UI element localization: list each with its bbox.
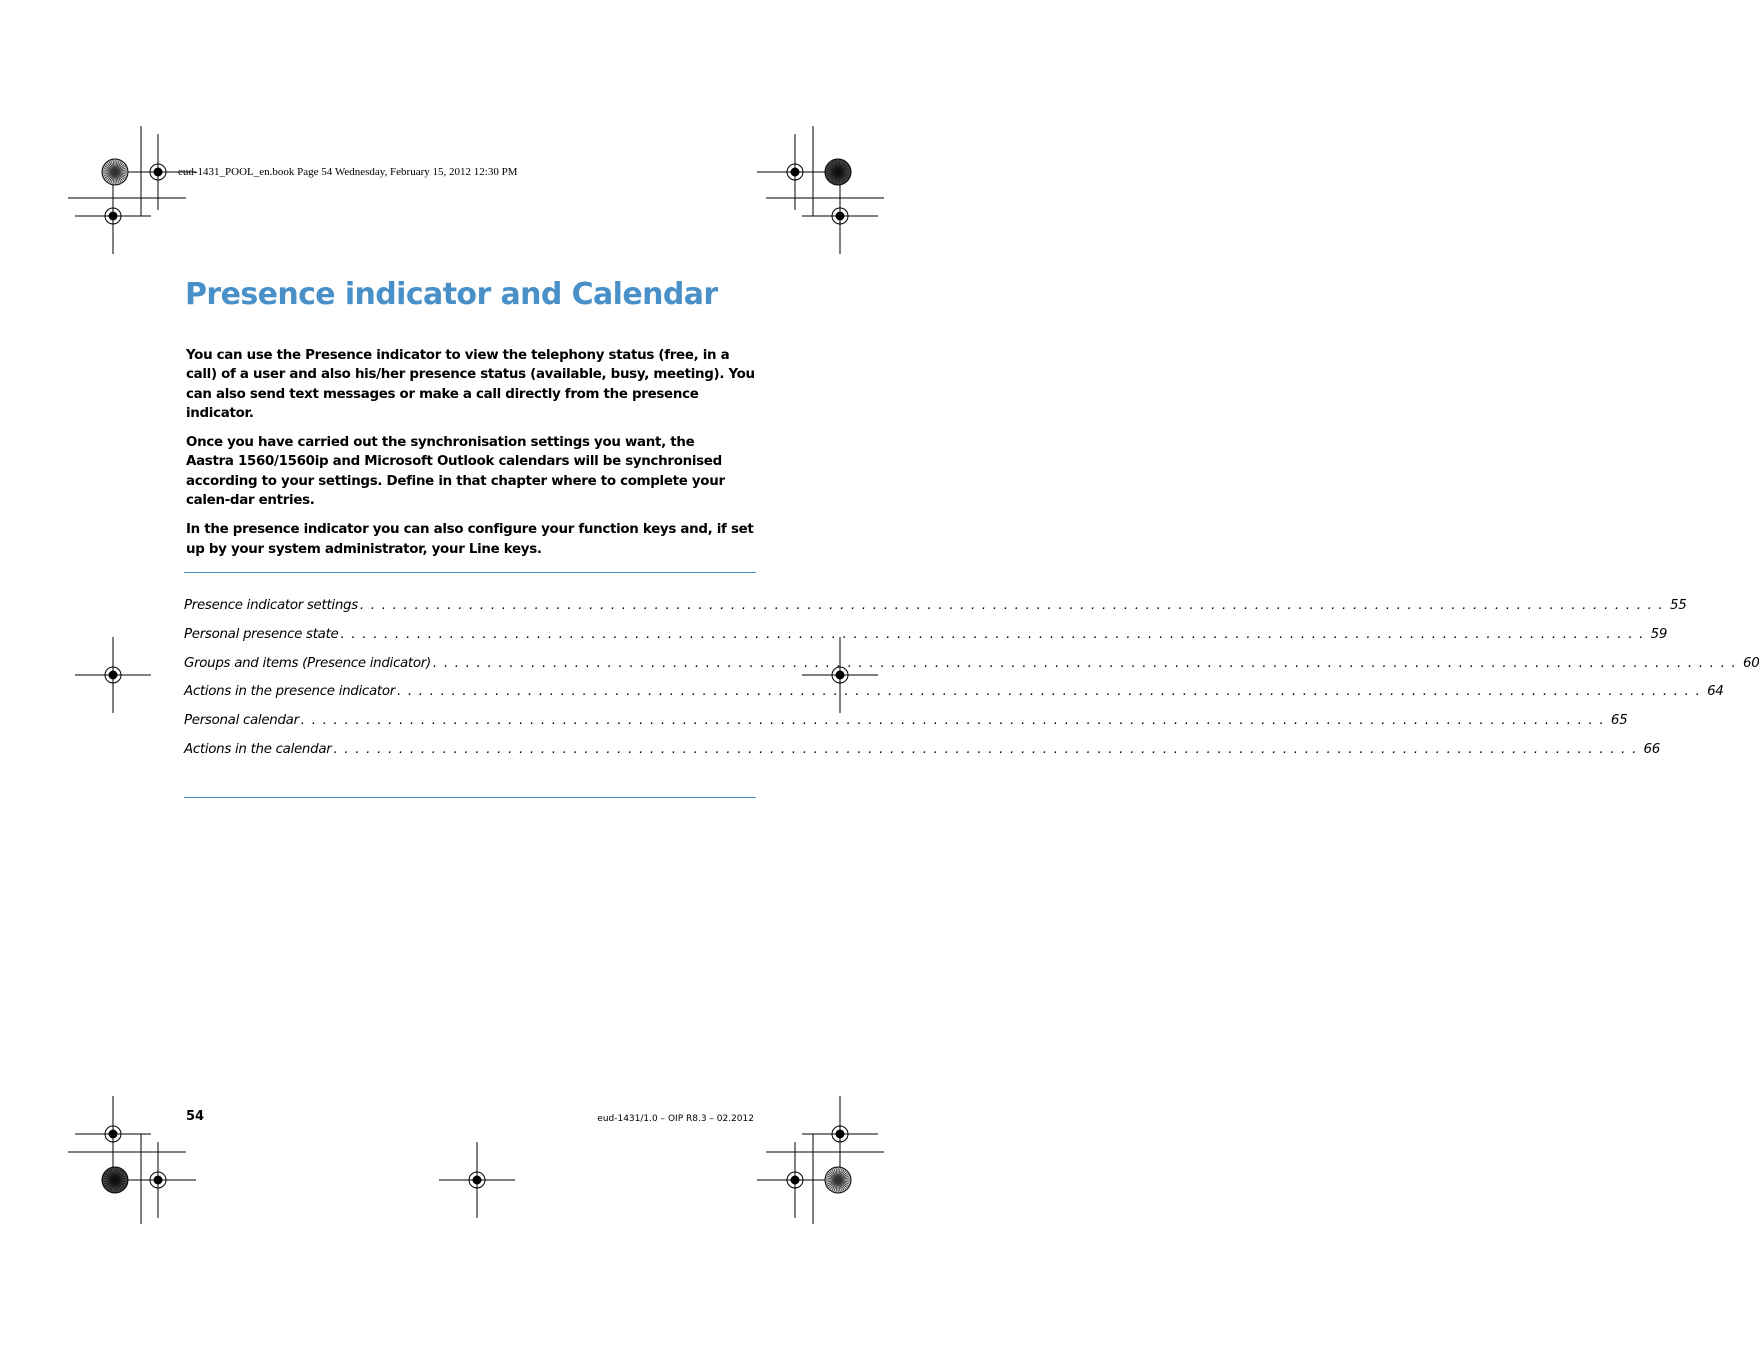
- toc-leader-dots: . . . . . . . . . . . . . . . . . . . . . . . . . . . . . . . . . . . . . . . . . . . . . . . . . . . . . . . . . . . . . . . . . . . . . . . . . . . . . . . . . . . . . . . . . . . . . . . . . . . . . . . . . . . . . . . . . . . . . . . .: [396, 684, 1702, 700]
- registration-mark-icon: [757, 1142, 833, 1218]
- color-target-icon: [102, 1167, 128, 1193]
- toc-entry[interactable]: [184, 598, 1687, 627]
- toc-entry-label: Personal presence state: [184, 626, 339, 642]
- toc-leader-dots: . . . . . . . . . . . . . . . . . . . . . . . . . . . . . . . . . . . . . . . . . . . . . . . . . . . . . . . . . . . . . . . . . . . . . . . . . . . . . . . . . . . . . . . . . . . . . . . . . . . . . . . . . . . . . . . . . . . . . . . .: [432, 655, 1738, 671]
- toc-leader-dots: . . . . . . . . . . . . . . . . . . . . . . . . . . . . . . . . . . . . . . . . . . . . . . . . . . . . . . . . . . . . . . . . . . . . . . . . . . . . . . . . . . . . . . . . . . . . . . . . . . . . . . . . . . . . . . . . . . . . . . . .: [359, 598, 1664, 613]
- print-header-info: eud-1431_POOL_en.book Page 54 Wednesday, February 15, 2012 12:30 PM: [178, 166, 518, 178]
- intro-paragraph-1: You can use the Presence indicator to view the telephony status (free, in a call) of a user and also his/her presence status (available, busy, meeting). You can also send text messages or make a call directly from the presence indicator.: [186, 348, 755, 421]
- intro-paragraph-3: In the presence indicator you can also configure your function keys and, if set up by your system administrator, your Line keys.: [186, 522, 754, 557]
- toc-entry-page: 60: [1743, 655, 1759, 671]
- toc-entry-page: 66: [1643, 741, 1660, 757]
- color-target-icon: [825, 159, 851, 185]
- intro-text: [186, 346, 756, 569]
- toc-entry-label: Actions in the presence indicator: [184, 684, 395, 700]
- toc-leader-dots: . . . . . . . . . . . . . . . . . . . . . . . . . . . . . . . . . . . . . . . . . . . . . . . . . . . . . . . . . . . . . . . . . . . . . . . . . . . . . . . . . . . . . . . . . . . . . . . . . . . . . . . . . . . . . . . . . . . . . . . .: [340, 626, 1645, 642]
- toc-entry-page: 64: [1707, 684, 1724, 700]
- page-title: Presence indicator and Calendar: [185, 277, 718, 312]
- toc-entry[interactable]: [184, 655, 1759, 685]
- registration-mark-icon: [120, 1142, 196, 1218]
- registration-mark-icon: [439, 1142, 515, 1218]
- toc-entry[interactable]: [184, 713, 1628, 742]
- toc-entry-page: 65: [1610, 713, 1628, 729]
- toc-leader-dots: . . . . . . . . . . . . . . . . . . . . . . . . . . . . . . . . . . . . . . . . . . . . . . . . . . . . . . . . . . . . . . . . . . . . . . . . . . . . . . . . . . . . . . . . . . . . . . . . . . . . . . . . . . . . . . . . . . . . . . . .: [333, 741, 1638, 757]
- toc-entry-label: Groups and items (Presence indicator): [184, 655, 431, 671]
- intro-paragraph-2-line-1: Once you have carried out the synchronisation settings you want, the: [186, 435, 695, 451]
- toc-bottom-rule: [184, 797, 756, 798]
- toc-top-rule: [184, 572, 756, 573]
- registration-mark-icon: [757, 134, 833, 210]
- intro-paragraph-2-rest: Aastra 1560/1560ip and Microsoft Outlook calendars will be synchronised according to your settings. Define in that chapter where to complete your calen-dar entries.: [186, 454, 725, 509]
- registration-mark-icon: [75, 637, 151, 713]
- toc-entry-page: 55: [1670, 598, 1687, 613]
- toc-entry[interactable]: [184, 741, 1660, 771]
- toc-entry[interactable]: [184, 684, 1724, 713]
- toc-entry[interactable]: [184, 626, 1668, 656]
- registration-mark-icon: [75, 1096, 151, 1172]
- toc-entry-label: Personal calendar: [184, 713, 299, 729]
- registration-mark-icon: [75, 178, 151, 254]
- toc-leader-dots: . . . . . . . . . . . . . . . . . . . . . . . . . . . . . . . . . . . . . . . . . . . . . . . . . . . . . . . . . . . . . . . . . . . . . . . . . . . . . . . . . . . . . . . . . . . . . . . . . . . . . . . . . . . . . . . . . . . . . . . .: [300, 713, 1605, 729]
- toc-entry-label: Actions in the calendar: [184, 741, 332, 757]
- toc-entry-label: Presence indicator settings: [184, 598, 358, 613]
- toc-entry-page: 59: [1650, 626, 1668, 642]
- page-number: 54: [186, 1109, 205, 1124]
- table-of-contents: [184, 598, 1759, 771]
- color-target-icon: [825, 1167, 851, 1193]
- intro-paragraph-2: [186, 433, 756, 510]
- registration-mark-icon: [802, 637, 878, 713]
- color-target-icon: [102, 159, 128, 185]
- document-reference: eud-1431/1.0 – OIP R8.3 – 02.2012: [597, 1114, 754, 1124]
